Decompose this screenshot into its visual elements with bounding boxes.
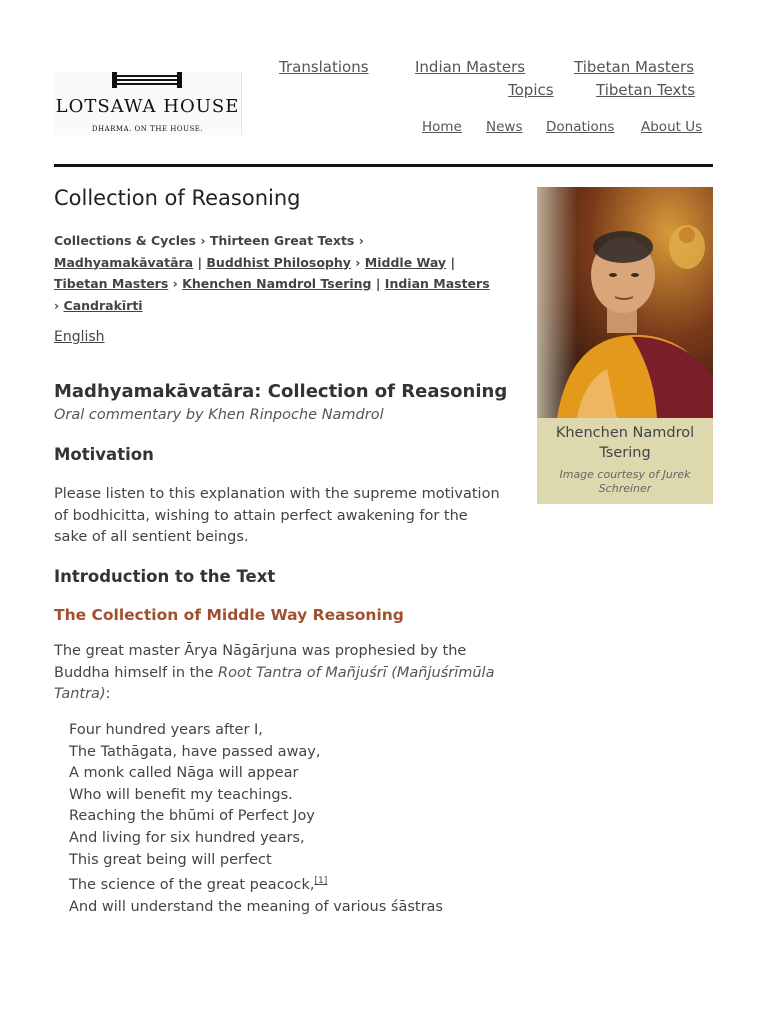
verse-line: And living for six hundred years, bbox=[69, 829, 305, 846]
heading-motivation: Motivation bbox=[54, 445, 154, 464]
crumb-madhyamakavatara[interactable]: Madhyamakāvatāra bbox=[54, 254, 194, 270]
crumb-indian-masters[interactable]: Indian Masters bbox=[384, 276, 490, 291]
intro-text: The great master Ārya Nāgārjuna was prophesied by the Buddha himself in the bbox=[54, 643, 467, 681]
author-photo bbox=[537, 187, 713, 418]
crumb-collections[interactable]: Collections & Cycles bbox=[54, 233, 196, 248]
crumb-separator: › bbox=[358, 233, 364, 248]
verse-line: Four hundred years after I, bbox=[69, 722, 263, 738]
crumb-thirteen-great-texts[interactable]: Thirteen Great Texts bbox=[209, 233, 355, 248]
intro-italic-title: Root Tantra of Mañjuśrī (Mañjuśrīmūla Tantra) bbox=[54, 664, 495, 702]
crumb-separator: › bbox=[355, 254, 361, 270]
verse-line: The Tathāgata, have passed away, bbox=[69, 743, 321, 760]
logo-name: LOTSAWA HOUSE bbox=[55, 96, 240, 117]
verse-line: A monk called Nāga will appear bbox=[69, 765, 299, 782]
crumb-separator: › bbox=[172, 276, 178, 291]
crumb-middle-way[interactable]: Middle Way bbox=[364, 254, 447, 270]
page-title: Collection of Reasoning bbox=[54, 186, 301, 210]
verse-line: This great being will perfect bbox=[69, 851, 272, 868]
verse-line: Who will benefit my teachings. bbox=[69, 786, 293, 803]
text-subtitle: Oral commentary by Khen Rinpoche Namdrol bbox=[54, 407, 384, 423]
crumb-tibetan-masters[interactable]: Tibetan Masters bbox=[54, 276, 169, 291]
crumb-separator: › bbox=[54, 297, 60, 313]
intro-paragraph bbox=[54, 641, 514, 706]
nav-about-us[interactable]: About Us bbox=[641, 119, 703, 135]
crumb-khenchen-namdrol-tsering[interactable]: Khenchen Namdrol Tsering bbox=[182, 276, 372, 291]
text-title: Madhyamakāvatāra: Collection of Reasoning bbox=[54, 381, 508, 402]
language-english-link[interactable]: English bbox=[54, 329, 105, 345]
heading-introduction: Introduction to the Text bbox=[54, 567, 276, 586]
logo-mark-icon bbox=[112, 72, 182, 88]
motivation-paragraph: Please listen to this explanation with the supreme motivation of bodhicitta, wishing to attain perfect awakening for the sake of all sentient beings. bbox=[54, 486, 500, 545]
verse-quote bbox=[69, 720, 443, 918]
nav-donations[interactable]: Donations bbox=[546, 119, 615, 135]
crumb-separator: | bbox=[375, 276, 381, 291]
author-figure bbox=[537, 187, 713, 504]
crumb-buddhist-philosophy[interactable]: Buddhist Philosophy bbox=[206, 254, 351, 270]
site-logo[interactable] bbox=[54, 72, 242, 135]
crumb-separator: | bbox=[450, 254, 456, 270]
nav-indian-masters[interactable]: Indian Masters bbox=[415, 58, 526, 76]
crumb-candrakirti[interactable]: Candrakīrti bbox=[63, 297, 143, 313]
footnote-ref bbox=[315, 876, 328, 886]
verse-line bbox=[69, 871, 443, 896]
nav-tibetan-texts[interactable]: Tibetan Texts bbox=[596, 81, 696, 99]
nav-tibetan-masters[interactable]: Tibetan Masters bbox=[574, 58, 695, 76]
nav-news[interactable]: News bbox=[486, 119, 523, 135]
photo-credit: Image courtesy of Jurek Schreiner bbox=[559, 468, 691, 495]
nav-home[interactable]: Home bbox=[422, 119, 462, 135]
intro-text-end: : bbox=[105, 686, 111, 702]
crumb-separator: | bbox=[197, 254, 203, 270]
footnote-link[interactable]: [1] bbox=[314, 876, 328, 887]
language-links bbox=[54, 329, 105, 345]
header-divider bbox=[54, 164, 713, 167]
crumb-separator: › bbox=[200, 233, 206, 248]
nav-translations[interactable]: Translations bbox=[279, 58, 369, 76]
nav-topics[interactable]: Topics bbox=[508, 81, 554, 99]
breadcrumb bbox=[54, 230, 534, 316]
logo-tagline: DHARMA. ON THE HOUSE. bbox=[91, 125, 204, 133]
photo-caption-name: Khenchen Namdrol Tsering bbox=[555, 425, 695, 461]
verse-line: Reaching the bhūmi of Perfect Joy bbox=[69, 808, 315, 825]
verse-line: And will understand the meaning of various śāstras bbox=[69, 898, 443, 915]
heading-collection-reasoning: The Collection of Middle Way Reasoning bbox=[54, 606, 404, 624]
verse-line-text: The science of the great peacock, bbox=[69, 876, 315, 893]
